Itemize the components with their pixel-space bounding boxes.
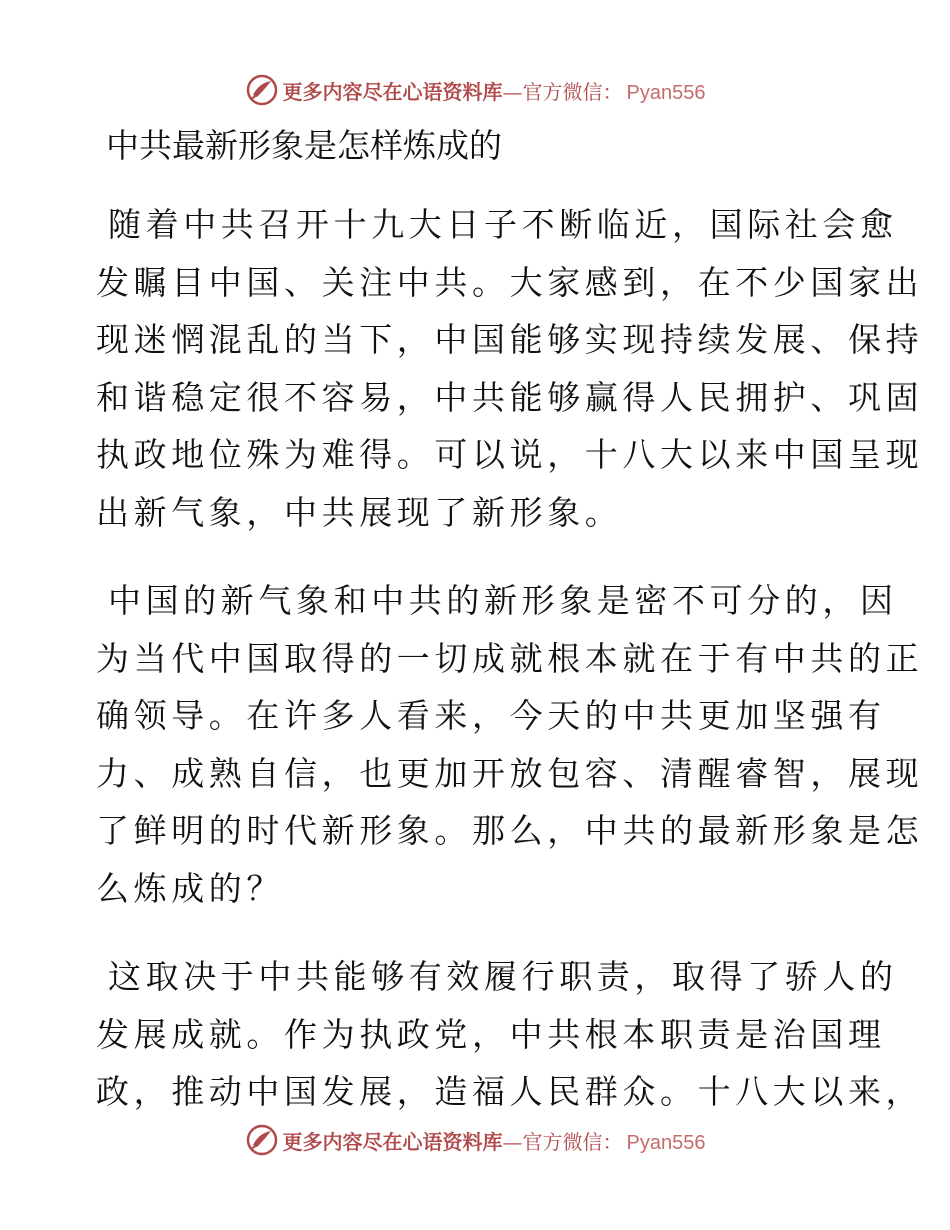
text-line: 随着中共召开十九大日子不断临近，国际社会愈 bbox=[108, 205, 898, 244]
text-line: 了鲜明的时代新形象。那么，中共的最新形象是怎 bbox=[96, 811, 924, 850]
pen-logo-icon bbox=[245, 73, 279, 107]
text-line: 执政地位殊为难得。可以说，十八大以来中国呈现 bbox=[96, 435, 924, 474]
text-line: 么炼成的？ bbox=[96, 868, 284, 908]
paragraph bbox=[96, 196, 924, 541]
text-line: 和谐稳定很不容易，中共能够赢得人民拥护、巩固 bbox=[96, 377, 924, 417]
text-line: 这取决于中共能够有效履行职责，取得了骄人的 bbox=[108, 957, 898, 996]
document-body bbox=[96, 196, 924, 1152]
watermark-text: 更多内容尽在心语资料库—官方微信： Pyan556 bbox=[282, 79, 706, 104]
paragraph bbox=[96, 948, 924, 1121]
text-line: 现迷惘混乱的当下，中国能够实现持续发展、保持 bbox=[96, 320, 924, 359]
pen-logo-icon bbox=[245, 1123, 279, 1157]
text-line: 发展成就。作为执政党，中共根本职责是治国理 bbox=[96, 1014, 886, 1054]
text-line: 出新气象，中共展现了新形象。 bbox=[96, 492, 623, 532]
text-line: 力、成熟自信，也更加开放包容、清醒睿智，展现 bbox=[96, 753, 924, 793]
watermark-banner-top bbox=[0, 70, 950, 110]
text-line: 发瞩目中国、关注中共。大家感到，在不少国家出 bbox=[96, 262, 924, 302]
text-line: 中国的新气象和中共的新形象是密不可分的，因 bbox=[108, 581, 898, 620]
document-title: 中共最新形象是怎样炼成的 bbox=[106, 126, 502, 165]
text-line: 政，推动中国发展，造福人民群众。十八大以来， bbox=[96, 1072, 924, 1111]
watermark-banner-bottom bbox=[0, 1120, 950, 1160]
text-line: 确领导。在许多人看来，今天的中共更加坚强有 bbox=[96, 696, 886, 735]
paragraph bbox=[96, 572, 924, 917]
text-line: 为当代中国取得的一切成就根本就在于有中共的正 bbox=[96, 638, 924, 678]
watermark-text: 更多内容尽在心语资料库—官方微信： Pyan556 bbox=[282, 1129, 706, 1154]
